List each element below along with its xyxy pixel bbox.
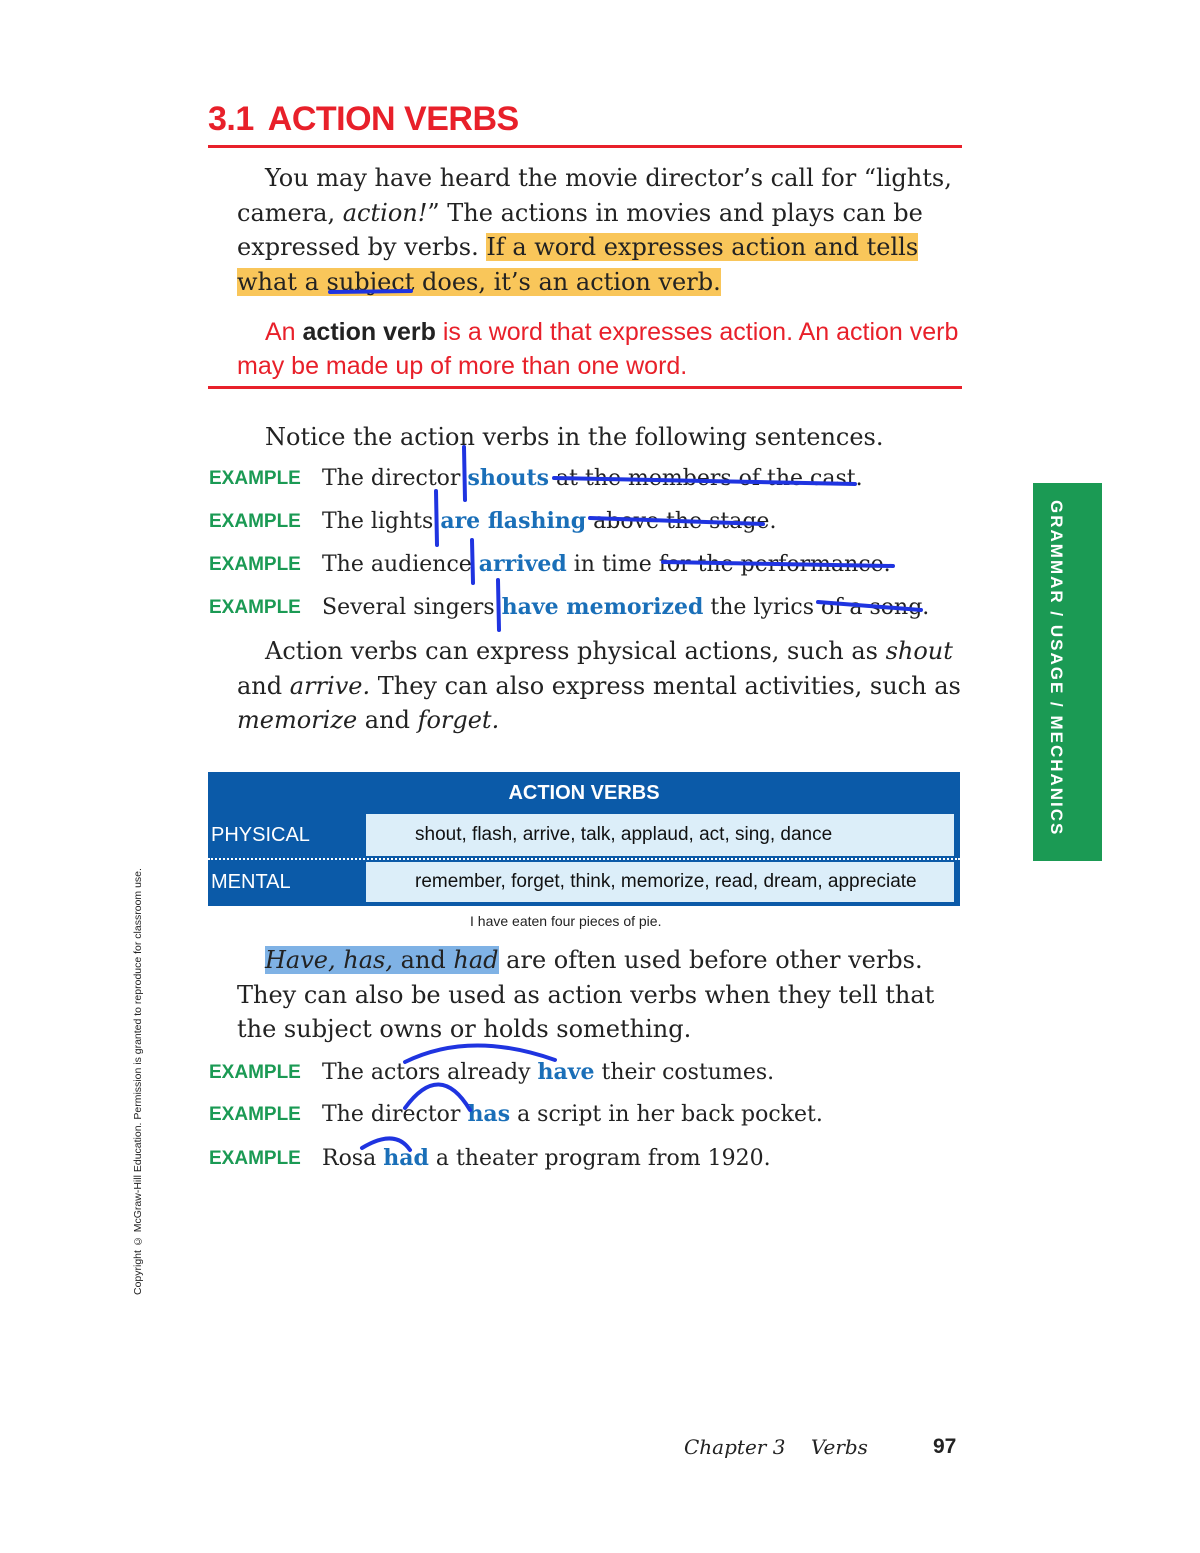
intro-italic: action!: [342, 199, 428, 227]
intro-line-3: [237, 230, 918, 265]
example-sentence: [322, 508, 776, 534]
example-sentence: [322, 594, 929, 620]
highlighted-text: If a word expresses action and tells: [486, 233, 919, 261]
example-verb: have: [537, 1059, 595, 1085]
example-verb: have memorized: [501, 594, 704, 620]
example-text: The audience: [322, 552, 479, 577]
italic-word: Have,: [265, 946, 336, 974]
table-row-value: shout, flash, arrive, talk, applaud, act, sing, dance: [366, 814, 954, 856]
example-sentence: [322, 551, 891, 577]
italic-word: arrive.: [289, 672, 371, 700]
side-tab: [1033, 483, 1102, 861]
italic-word: had: [453, 946, 499, 974]
body-text: are often used before other verbs.: [498, 946, 923, 974]
example-text: The actors already: [322, 1060, 538, 1085]
table-row-label: MENTAL: [211, 871, 291, 893]
definition-line-2: may be made up of more than one word.: [237, 352, 688, 380]
body-text: and: [357, 706, 418, 734]
have-line-1: [265, 943, 923, 978]
italic-word: memorize: [237, 706, 358, 734]
section-number: 3.1: [208, 100, 254, 138]
footer-chapter: [684, 1435, 868, 1459]
italic-word: shout: [885, 637, 953, 665]
example-label: EXAMPLE: [209, 1148, 301, 1169]
physical-line-1: [265, 634, 953, 669]
table-divider: [208, 858, 960, 860]
highlighted-text: what a subject does, it’s an action verb.: [237, 268, 721, 296]
footer-chapter-text: Chapter 3: [684, 1435, 786, 1459]
example-label: EXAMPLE: [209, 468, 301, 489]
example-text: a theater program from 1920.: [428, 1146, 771, 1171]
example-text: in time for the performance.: [566, 552, 891, 577]
example-text: The director: [322, 466, 468, 491]
example-text: a script in her back pocket.: [510, 1102, 823, 1127]
italic-word: has,: [343, 946, 393, 974]
italic-word: forget.: [417, 706, 500, 734]
example-label: EXAMPLE: [209, 597, 301, 618]
example-sentence: [322, 1101, 823, 1127]
example-text: The director: [322, 1102, 468, 1127]
example-verb: arrived: [478, 551, 567, 577]
example-verb: are flashing: [440, 508, 587, 534]
action-verbs-table: [208, 772, 960, 906]
example-verb: shouts: [467, 465, 550, 491]
example-sentence: [322, 1145, 771, 1171]
footer-topic-text: Verbs: [810, 1435, 868, 1459]
notice-line: Notice the action verbs in the following sentences.: [265, 423, 884, 451]
example-text: their costumes.: [594, 1060, 775, 1085]
intro-text: expressed by verbs.: [237, 233, 487, 261]
physical-line-2: [237, 669, 961, 704]
example-label: EXAMPLE: [209, 1104, 301, 1125]
table-header: ACTION VERBS: [508, 782, 660, 804]
example-verb: had: [383, 1145, 429, 1171]
highlighted-text: [265, 946, 499, 974]
body-text: Action verbs can express physical actions, such as: [265, 637, 886, 665]
have-line-2: They can also be used as action verbs when they tell that: [237, 981, 935, 1009]
example-label: EXAMPLE: [209, 1062, 301, 1083]
example-sentence: [322, 1059, 774, 1085]
example-label: EXAMPLE: [209, 511, 301, 532]
intro-text: camera,: [237, 199, 343, 227]
definition-term: action verb: [302, 318, 436, 346]
title-rule: [208, 145, 962, 148]
intro-line-2: [237, 196, 923, 231]
page-number: 97: [933, 1435, 957, 1458]
example-verb: has: [467, 1101, 511, 1127]
section-title-text: ACTION VERBS: [267, 100, 519, 138]
body-text: and: [237, 672, 290, 700]
example-text: the lyrics of a song.: [703, 595, 930, 620]
physical-line-3: [237, 703, 499, 738]
example-text: at the members of the cast.: [549, 466, 863, 491]
definition-text: An: [265, 318, 303, 346]
intro-line-1: You may have heard the movie director’s call for “lights,: [265, 164, 952, 192]
section-title: [208, 100, 519, 139]
table-row-label: PHYSICAL: [211, 824, 310, 846]
example-text: The lights: [322, 509, 441, 534]
body-text: and: [393, 946, 454, 974]
body-text: They can also express mental activities, such as: [370, 672, 961, 700]
example-text: Rosa: [322, 1146, 384, 1171]
table-row-value: remember, forget, think, memorize, read, dream, appreciate: [366, 862, 954, 902]
example-text: above the stage.: [586, 509, 777, 534]
copyright-notice: Copyright © McGraw-Hill Education. Permission is granted to reproduce for classroom use.: [132, 868, 144, 1295]
example-sentence: [322, 465, 863, 491]
example-text: Several singers: [322, 595, 502, 620]
side-tab-label: GRAMMAR / USAGE / MECHANICS: [1047, 500, 1066, 837]
definition-rule: [208, 386, 962, 389]
example-label: EXAMPLE: [209, 554, 301, 575]
table-caption: I have eaten four pieces of pie.: [470, 913, 662, 929]
definition-line-1: [265, 315, 958, 349]
intro-line-4: [237, 265, 721, 300]
intro-text: ” The actions in movies and plays can be: [427, 199, 923, 227]
definition-text: is a word that expresses action. An action verb: [435, 318, 959, 346]
have-line-3: the subject owns or holds something.: [237, 1015, 692, 1043]
